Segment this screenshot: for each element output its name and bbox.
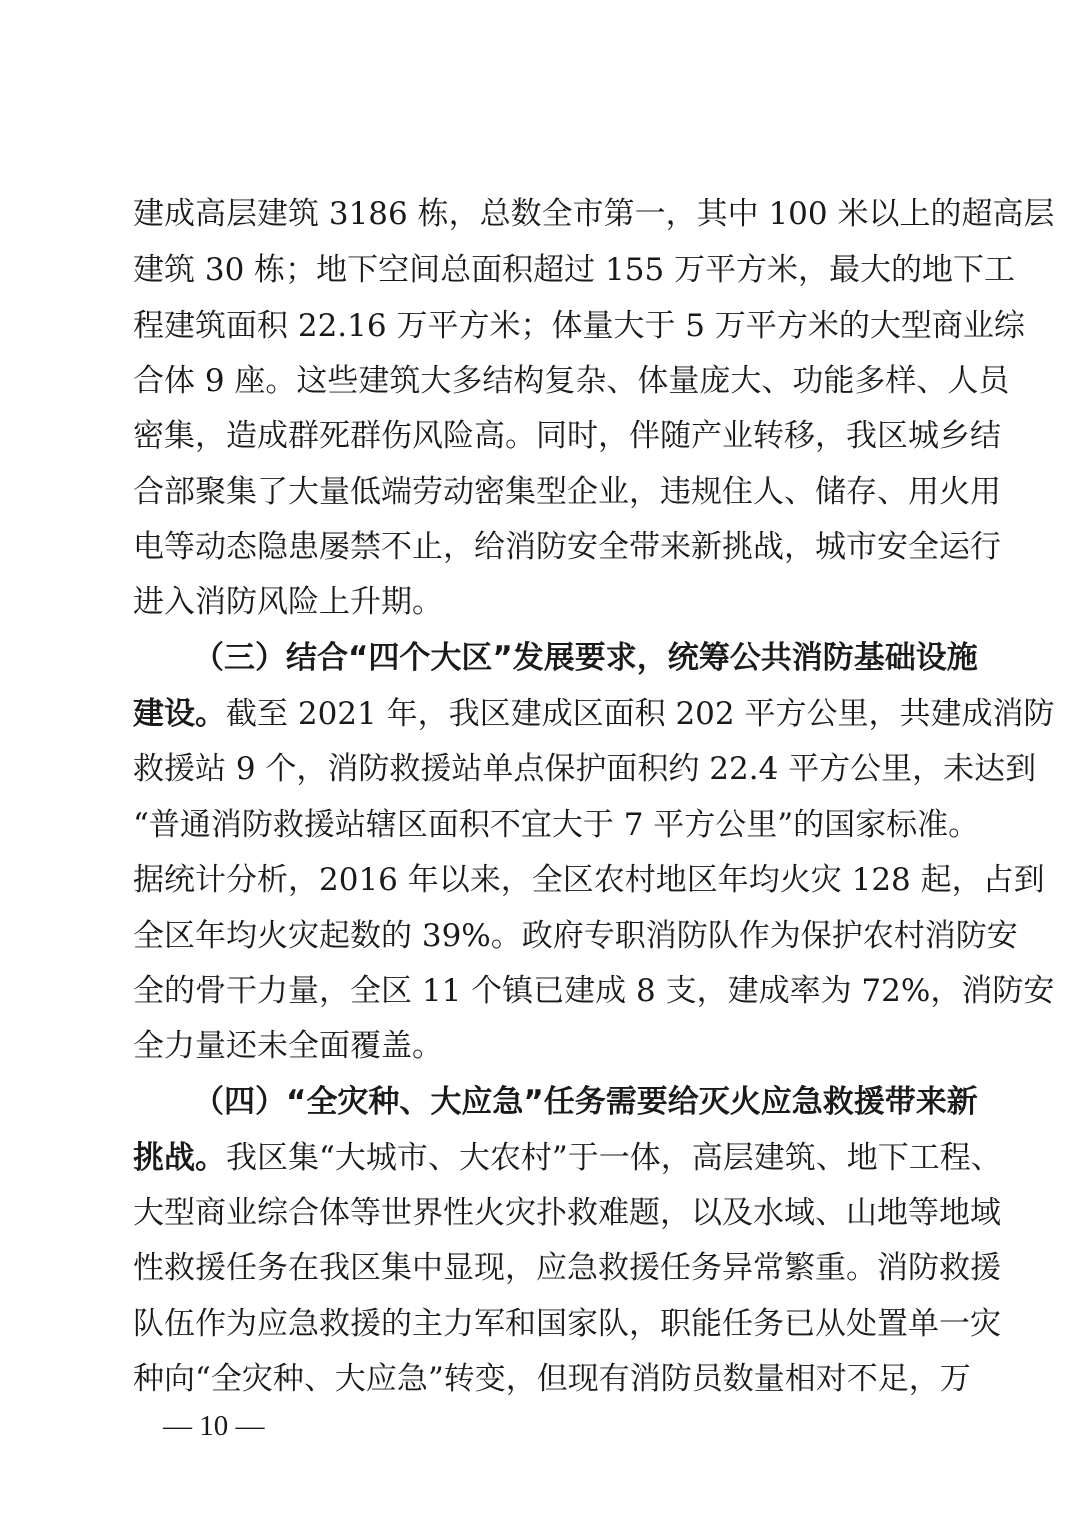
paragraph-line: 性救援任务在我区集中显现，应急救援任务异常繁重。消防救援 [133,1250,1001,1286]
paragraph-line: 建成高层建筑 3186 栋，总数全市第一，其中 100 米以上的超高层 [133,196,1055,232]
section-heading-tail: 建设。 [133,696,226,732]
paragraph-line [133,1132,1002,1184]
paragraph-line: 全区年均火灾起数的 39%。政府专职消防队作为保护农村消防安 [133,918,1018,954]
section-heading: （四）“全灾种、大应急”任务需要给灭火应急救援带来新 [193,1084,978,1120]
paragraph-line: 密集，造成群死群伤风险高。同时，伴随产业转移，我区城乡结 [133,418,1001,454]
paragraph-line: 进入消防风险上升期。 [133,584,443,620]
paragraph-line: 合体 9 座。这些建筑大多结构复杂、体量庞大、功能多样、人员 [133,363,1010,399]
section-heading: （三）结合“四个大区”发展要求，统筹公共消防基础设施 [193,640,978,676]
paragraph-line: 全力量还未全面覆盖。 [133,1028,443,1064]
paragraph-line: 据统计分析，2016 年以来，全区农村地区年均火灾 128 起，占到 [133,862,1045,898]
paragraph-line: 程建筑面积 22.16 万平方米；体量大于 5 万平方米的大型商业综 [133,308,1025,344]
paragraph-line: 救援站 9 个，消防救援站单点保护面积约 22.4 平方公里，未达到 [133,751,1037,787]
paragraph-line: 种向“全灾种、大应急”转变，但现有消防员数量相对不足，万 [133,1361,971,1397]
paragraph-line: 队伍作为应急救援的主力军和国家队，职能任务已从处置单一灾 [133,1306,1001,1342]
paragraph-line: 合部聚集了大量低端劳动密集型企业，违规住人、储存、用火用 [133,474,1001,510]
paragraph-text: 我区集“大城市、大农村”于一体，高层建筑、地下工程、 [226,1140,1002,1176]
section-heading-tail: 挑战。 [133,1140,226,1176]
paragraph-line: 大型商业综合体等世界性火灾扑救难题，以及水域、山地等地域 [133,1195,1001,1231]
paragraph-line: 电等动态隐患屡禁不止，给消防安全带来新挑战，城市安全运行 [133,529,1001,565]
page-number: — 10 — [163,1410,265,1442]
paragraph-line: 建筑 30 栋；地下空间总面积超过 155 万平方米，最大的地下工 [133,252,1016,288]
paragraph-line [133,688,1055,740]
paragraph-text: 截至 2021 年，我区建成区面积 202 平方公里，共建成消防 [226,696,1055,732]
paragraph-line: 全的骨干力量，全区 11 个镇已建成 8 支，建成率为 72%，消防安 [133,973,1055,1009]
paragraph-line: “普通消防救援站辖区面积不宜大于 7 平方公里”的国家标准。 [133,807,980,843]
